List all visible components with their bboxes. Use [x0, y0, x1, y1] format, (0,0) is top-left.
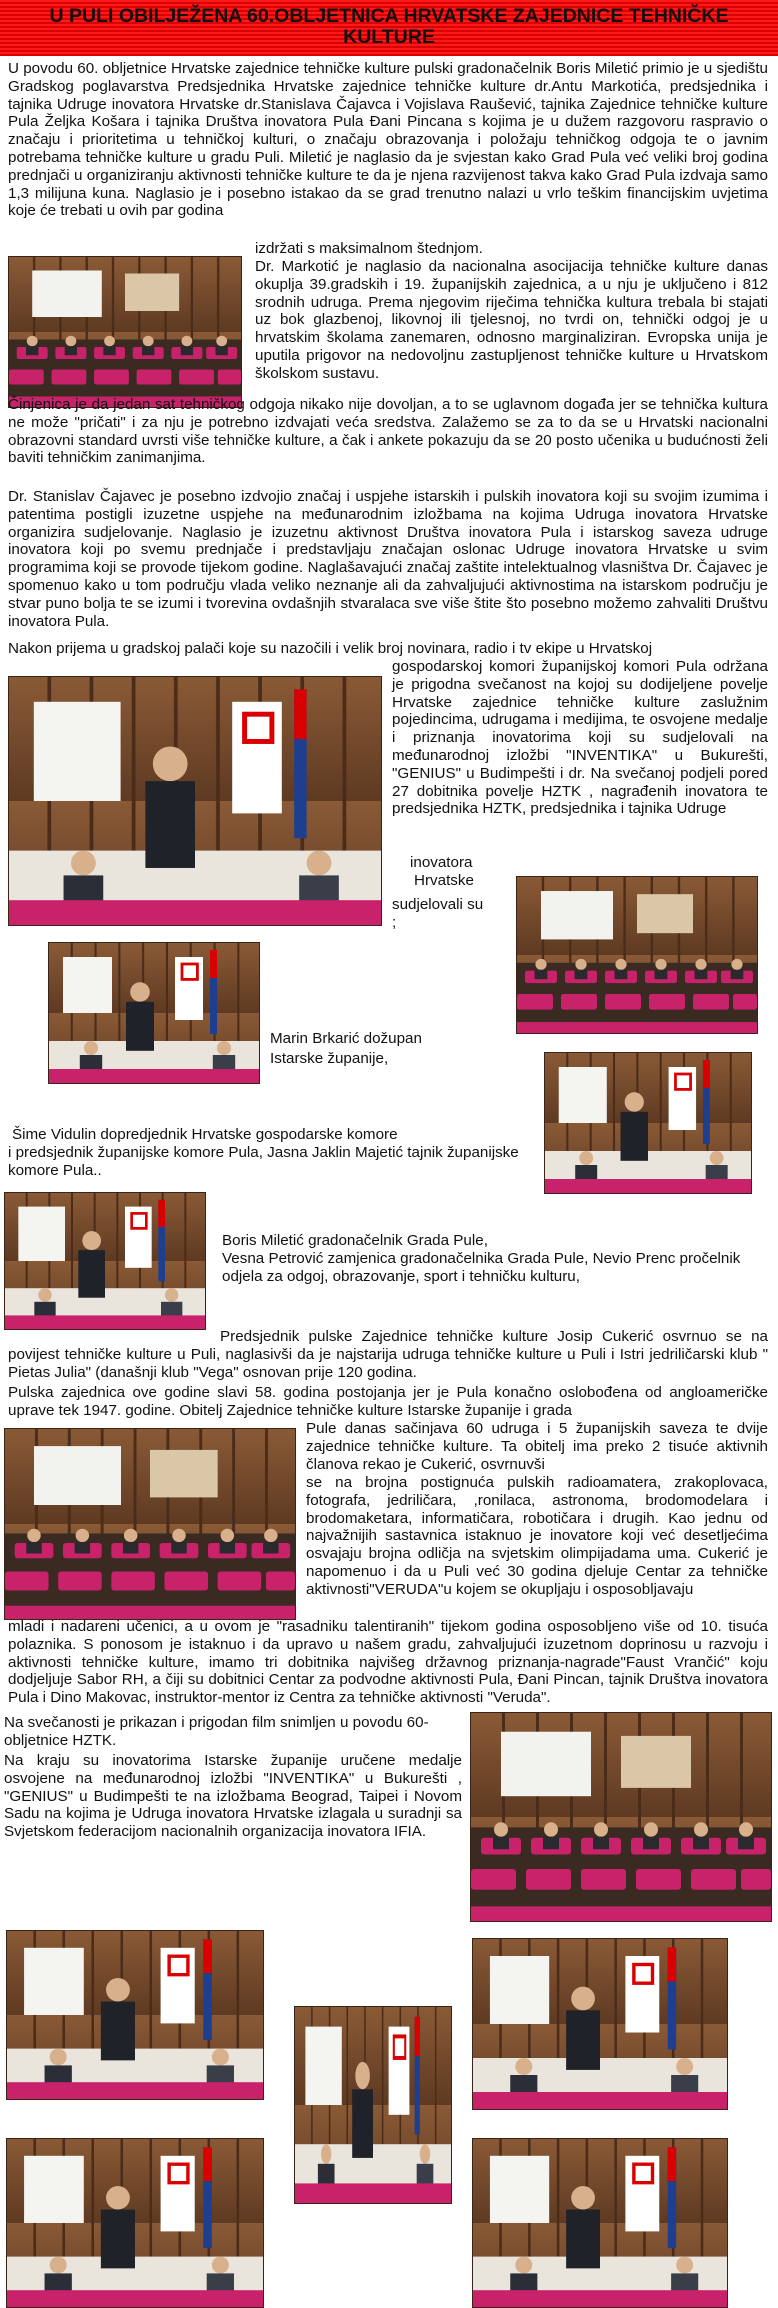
caption-brkaric-1: Marin Brkarić dožupan: [270, 1030, 422, 1047]
zajednica-paragraph-side: Pule danas sačinjava 60 udruga i 5 županijskih saveza te dvije zajednice tehničke kulture. Ta obitelj ima preko 2 tisuće aktivnih članova rekao je Cukerić, osvrnuvši: [306, 1420, 768, 1473]
photo-speaker-table: [8, 676, 382, 926]
photo-award-1: [6, 1930, 264, 2100]
caption-brkaric-2: Istarske županije,: [270, 1050, 389, 1067]
ceremony-tail-1: inovatora: [410, 854, 473, 871]
photo-audience-1: [8, 256, 242, 408]
caption-miletic-2: Vesna Petrović zamjenica gradonačelnika Grada Pule, Nevio Prenc pročelnik odjela za odgoj, obrazovanje, sport i tehničku kulturu,: [222, 1250, 741, 1285]
cajavec-paragraph: Dr. Stanislav Čajavec je posebno izdvojio značaj i uspjehe istarskih i pulskih inovatora koji su svojim izumima i patentima postigli izuzetne uspjehe na međunarodnim izložbama na kojima Udruga inovatora Hrvatske organizira sudjelovanje. Naglasio je izuzetnu aktivnost Društva inovatora Pula i istarskog saveza udruge inovatora koji po svemu prednjače i predstavljaju značajan oslonac Udruge inovatora Hrvatske u svim programima koji se provode tijekom godine. Naglašavajući značaj zaštite intelektualnog vlasništva Dr. Čajavec je spomenuo kako u tom području vlada veliko neznanje ali da zahvaljujući aktivnostima na istarskom području je stvar puno bolja te se izumi i tvorevina ovdašnjih stvaralaca sve više štite što posebno možemo zahvaliti Društvu inovatora Pula.: [8, 488, 768, 630]
cukeric-paragraph: Predsjednik pulske Zajednice tehničke kulture Josip Cukerić osvrnuo se na povijest tehničke kulture u Puli, naglasivši da je najstarija udruga tehničke kulture u Puli i Istri jedriličarski klub " Pietas Julia" (današnji klub "Vega" osnovan prije 120 godina.: [8, 1328, 768, 1381]
markotic-paragraph: Činjenica je da jedan sat tehničkog odgoja nikako nije dovoljan, a to se uglavnom događa jer se tehnička kultura ne može "pričati" i za nju je potrebno izdvajati veća sredstva. Zalažemo se za to da se u Hrvatski nacionalni obrazovni standard uvrsti više tehničke kulture, a čak i ankete pokazuju da se 20 posto učenika u budućnosti želi baviti tehničkim zanimanjima.: [8, 396, 768, 467]
photo-award-3: [6, 2138, 264, 2308]
film-paragraph: Na svečanosti je prikazan i prigodan film snimljen u povodu 60-obljetnice HZTK.: [4, 1714, 429, 1749]
photo-award-4: [472, 2138, 728, 2308]
caption-vidulin-1: Šime Vidulin dopredjednik Hrvatske gospodarske komore: [12, 1126, 398, 1143]
zajednica-paragraph-side-2: se na brojna postignuća pulskih radioamatera, zrakoplovaca, fotografa, jedriličara, ,ronilaca, astronoma, brodomodelara i brodomaketara, informatičara, robotičara i drugih. Kao jednu od najvažnijih sastavnica istaknuo je inovatore koji već desetljećima osvajaju brojna odličja na svjetskim olimpijadama uma. Cukerić je napomenuo i da u Puli već 30 godina djeluje Centar za tehničke aktivnosti"VERUDA"u kojem se okupljaju i osposobljavaju: [306, 1474, 768, 1598]
markotic-paragraph-side: Dr. Markotić je naglasio da nacionalna asocijacija tehničke kulture danas okuplja 39.gradskih i 19. županijskih zajednica, a u nju je uključeno i 812 srodnih udruga. Prema njegovim riječima tehnička kultura trebala bi stajati uz bok glazbenoj, likovnoj ili tjelesnoj, no tvrdi on, tehnički odgoj je u hrvatskim školama zanemaren, odnosno marginaliziran. Evropska unija je uputila prigovor na nedovoljnu zastupljenost tehničke kulture u Hrvatskom školskom sustavu.: [255, 258, 768, 382]
article-title-banner: [0, 0, 778, 56]
photo-miletic: [4, 1192, 206, 1330]
caption-vidulin-2: i predsjednik županijske komore Pula, Jasna Jaklin Majetić tajnik županijske komore Pula..: [8, 1144, 519, 1179]
caption-miletic-1: Boris Miletić gradonačelnik Grada Pule,: [222, 1232, 488, 1249]
photo-audience-4: [470, 1712, 772, 1922]
photo-award-2: [472, 1938, 728, 2110]
photo-audience-2: [516, 876, 758, 1034]
medals-paragraph: Na kraju su inovatorima Istarske županije uručene medalje osvojene na međunarodnoj izložbi "INVENTIKA" u Bukurešti , "GENIUS" u Budimpešti te na izložbama Beograd, Taipei i Novom Sadu na kojima je Udruga inovatora Hrvatske izlagala u suradnji sa Svjetskom federacijom nacionalnih organizacija inovatora IFIA.: [4, 1752, 462, 1841]
ceremony-tail-2: Hrvatske: [414, 872, 474, 889]
article-title: U PULI OBILJEŽENA 60.OBLJETNICA HRVATSKE ZAJEDNICE TEHNIČKE KULTURE: [49, 5, 729, 48]
ceremony-paragraph-side: gospodarskoj komori županijskoj komori Pula održana je prigodna svečanost na kojoj su dodijeljene povelje Hrvatske zajednice tehničke kulture zaslužnim pojedincima, udrugama i medijima, te osvojene medalje i priznanja inovatorima koji su sudjelovali na međunarodnoj izložbi "INVENTIKA" u Bukurešti, "GENIUS" u Budimpešti i dr. Na svečanoj podjeli pored 27 dobitnika povelje HZTK , nagrađenih inovatora te predsjednika HZTK, predsjednika i tajnika Udruge: [392, 658, 768, 818]
ceremony-paragraph-lead: Nakon prijema u gradskoj palači koje su nazočili i velik broj novinara, radio i tv ekipe u Hrvatskoj: [8, 640, 653, 657]
ceremony-tail-3: sudjelovali su: [392, 896, 484, 913]
photo-vidulin: [544, 1052, 752, 1194]
ceremony-tail-4: ;: [392, 914, 397, 931]
photo-award-portrait: [294, 2006, 452, 2204]
photo-audience-3: [4, 1428, 296, 1620]
veruda-paragraph: mladi i nadareni učenici, a u ovom je "rasadniku talentiranih" tijekom godina osposobljeno više od 10. tisuća polaznika. S ponosom je istaknuo i da upravo u našem gradu, zahvaljujući izuzetnom doprinosu u razvoju i aktivnosti tehničke kulture, imamo tri dobitnika najvišeg državnog priznanja-nagrade"Faust Vrančić" koju dodjeljuje Sabor RH, a čiji su dobitnici Centar za podvodne aktivnosti Pula, Đani Pincan, tajnik Društva inovatora Pula i Dino Makovac, instruktor-mentor iz Centra za tehničke aktivnosti "Veruda".: [8, 1618, 768, 1707]
intro-paragraph-end: izdržati s maksimalnom štednjom.: [255, 240, 483, 257]
intro-paragraph: U povodu 60. obljetnice Hrvatske zajednice tehničke kulture pulski gradonačelnik Boris Miletić primio je u sjedištu Gradskog poglavarstva Predsjednika Hrvatske zajednice tehničke kulture dr.Antu Markotića, predsjednika i tajnika Udruge inovatora Hrvatske dr.Stanislava Čajavca i Vojislava Raušević, tajnika Zajednice tehničke kulture Pula Željka Košara i tajnika Društva inovatora Pula Đani Pincana s kojima je u dužem razgovoru raspravio o značaju i prioritetima u tehničkoj kulturi, o značaju obrazovanja i položaju tehničkog odgoja te o javnim potrebama tehničke kulture u gradu Puli. Miletić je naglasio da je svjestan kako Grad Pula već veliki broj godina prednjači u organiziranju aktivnosti tehničke kulture te da je njena razvijenost takva kako Grad Pula izdvaja samo 1,3 milijuna kuna. Naglasio je i posebno istakao da se grad trenutno nalazi u vrlo teškim financijskim uvjetima koje će trebati u ovih par godina: [8, 60, 768, 220]
photo-brkaric: [48, 942, 260, 1084]
zajednica-paragraph-lead: Pulska zajednica ove godine slavi 58. godina postojanja jer je Pula konačno oslobođena od angloameričke uprave tek 1947. godine. Obitelj Zajednice tehničke kulture Istarske županije i grada: [8, 1384, 768, 1419]
